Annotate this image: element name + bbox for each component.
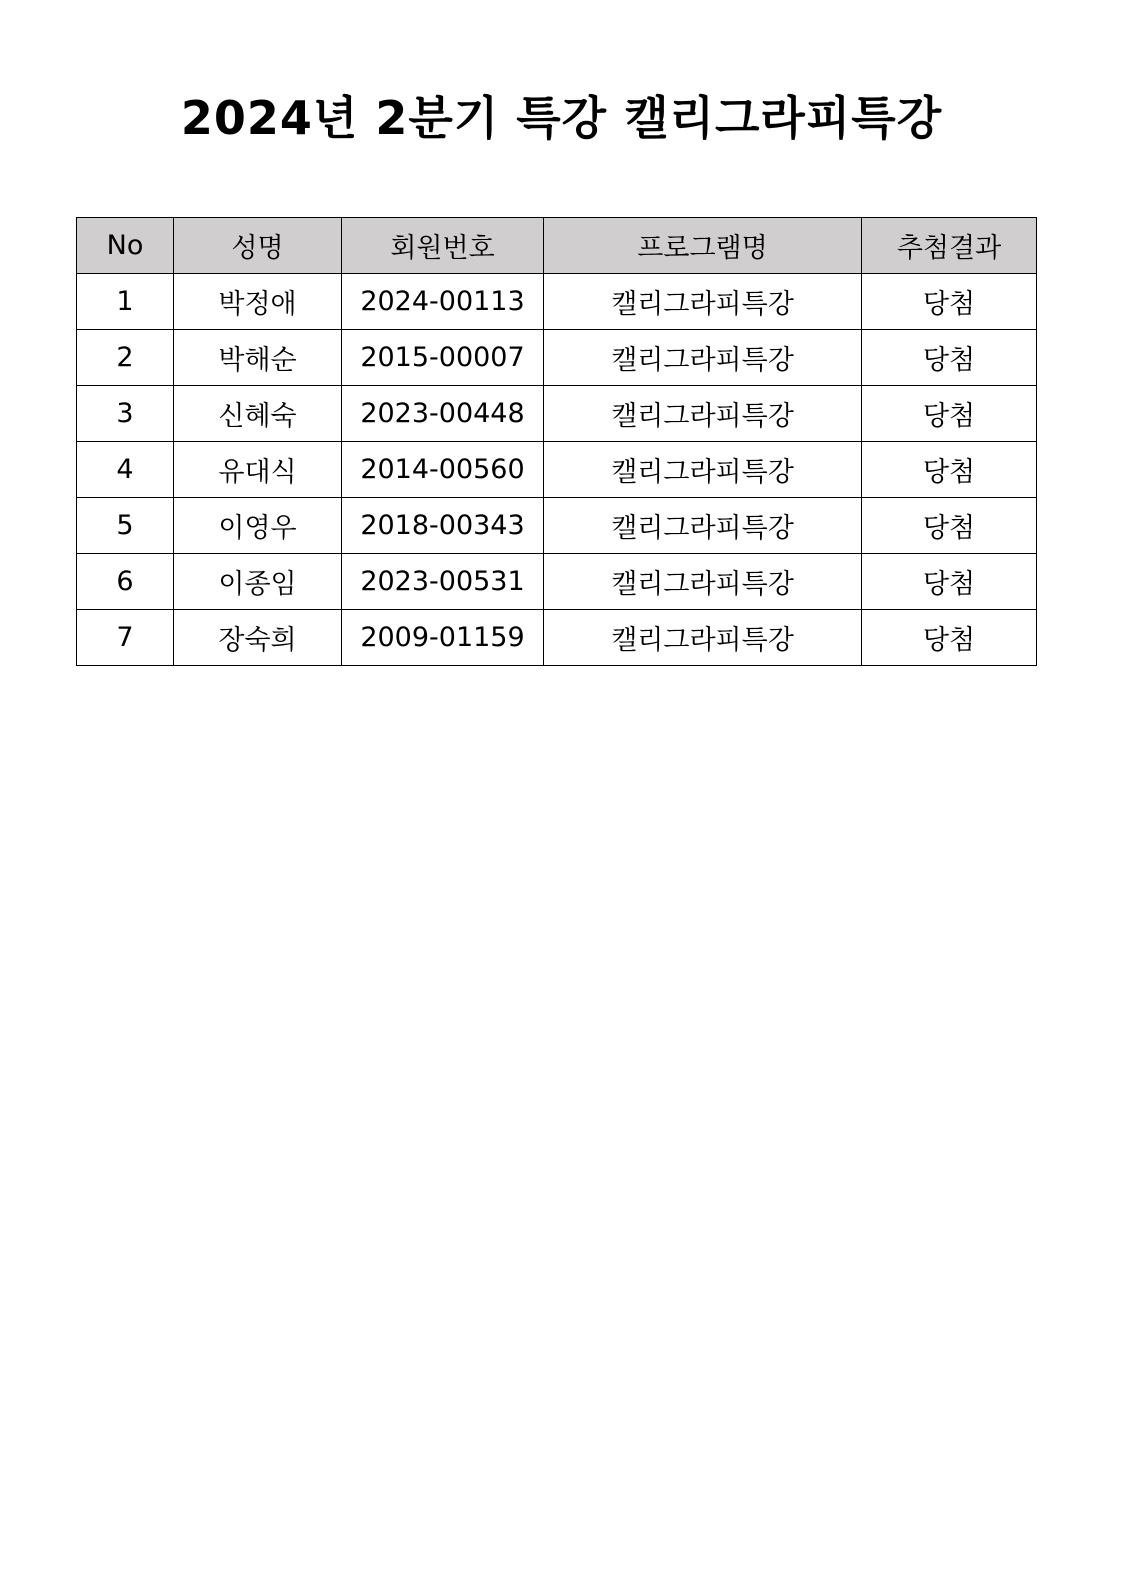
cell-name: 유대식 — [174, 442, 342, 498]
document-title: 2024년 2분기 특강 캘리그라피특강 — [180, 91, 943, 145]
cell-program-name: 캘리그라피특강 — [544, 442, 862, 498]
cell-member-number: 2023-00448 — [342, 386, 544, 442]
table-header-row — [77, 218, 1037, 274]
cell-program-name: 캘리그라피특강 — [544, 274, 862, 330]
header-name: 성명 — [174, 218, 342, 274]
cell-no: 7 — [77, 610, 174, 666]
cell-result: 당첨 — [862, 554, 1037, 610]
cell-result: 당첨 — [862, 274, 1037, 330]
cell-name: 이종임 — [174, 554, 342, 610]
cell-no: 6 — [77, 554, 174, 610]
cell-member-number: 2023-00531 — [342, 554, 544, 610]
cell-name: 이영우 — [174, 498, 342, 554]
cell-result: 당첨 — [862, 386, 1037, 442]
table-row — [77, 442, 1037, 498]
table-row — [77, 498, 1037, 554]
cell-result: 당첨 — [862, 442, 1037, 498]
cell-no: 4 — [77, 442, 174, 498]
cell-name: 박정애 — [174, 274, 342, 330]
cell-program-name: 캘리그라피특강 — [544, 498, 862, 554]
lottery-results-table — [76, 217, 1037, 666]
header-program-name: 프로그램명 — [544, 218, 862, 274]
cell-member-number: 2014-00560 — [342, 442, 544, 498]
header-lottery-result: 추첨결과 — [862, 218, 1037, 274]
cell-result: 당첨 — [862, 610, 1037, 666]
table-row — [77, 554, 1037, 610]
cell-no: 2 — [77, 330, 174, 386]
cell-name: 박해순 — [174, 330, 342, 386]
cell-name: 장숙희 — [174, 610, 342, 666]
header-member-number: 회원번호 — [342, 218, 544, 274]
cell-no: 5 — [77, 498, 174, 554]
cell-member-number: 2024-00113 — [342, 274, 544, 330]
table-row — [77, 330, 1037, 386]
header-no: No — [77, 218, 174, 274]
cell-program-name: 캘리그라피특강 — [544, 386, 862, 442]
table-row — [77, 386, 1037, 442]
cell-result: 당첨 — [862, 330, 1037, 386]
cell-name: 신혜숙 — [174, 386, 342, 442]
cell-member-number: 2015-00007 — [342, 330, 544, 386]
table-row — [77, 610, 1037, 666]
cell-result: 당첨 — [862, 498, 1037, 554]
cell-program-name: 캘리그라피특강 — [544, 330, 862, 386]
cell-member-number: 2018-00343 — [342, 498, 544, 554]
table-row — [77, 274, 1037, 330]
cell-member-number: 2009-01159 — [342, 610, 544, 666]
cell-program-name: 캘리그라피특강 — [544, 554, 862, 610]
cell-program-name: 캘리그라피특강 — [544, 610, 862, 666]
cell-no: 3 — [77, 386, 174, 442]
cell-no: 1 — [77, 274, 174, 330]
